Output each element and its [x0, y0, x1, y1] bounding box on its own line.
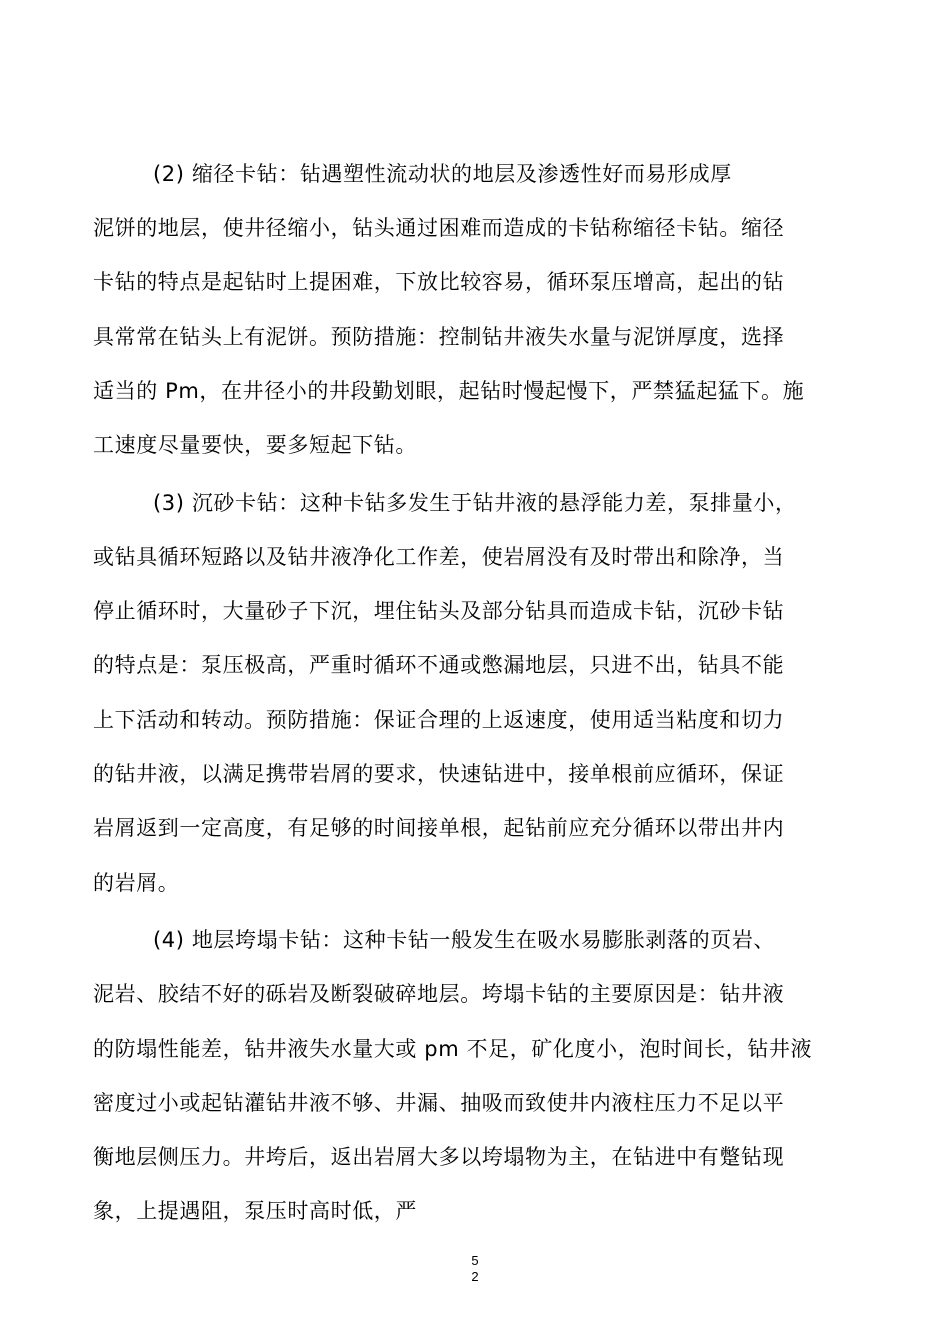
paragraph-4-line-2: 泥岩、胶结不好的砾岩及断裂破碎地层。垮塌卡钻的主要原因是：钻井液 — [93, 982, 785, 1006]
paragraph-2-line-2: 泥饼的地层，使井径缩小，钻头通过困难而造成的卡钻称缩径卡钻。缩径 — [93, 216, 785, 240]
paragraph-3-line-4: 的特点是：泵压极高，严重时循环不通或憋漏地层，只进不出，钻具不能 — [93, 653, 785, 677]
paragraph-3-line-5: 上下活动和转动。预防措施：保证合理的上返速度，使用适当粘度和切力 — [93, 708, 785, 732]
paragraph-3-line-2: 或钻具循环短路以及钻井液净化工作差，使岩屑没有及时带出和除净，当 — [93, 545, 785, 569]
paragraph-2-line-3: 卡钻的特点是起钻时上提困难，下放比较容易，循环泵压增高，起出的钻 — [93, 270, 785, 294]
paragraph-2-line-6: 工速度尽量要快，要多短起下钻。 — [93, 433, 417, 457]
paragraph-3-line-1: (3) 沉砂卡钻：这种卡钻多发生于钻井液的悬浮能力差，泵排量小， — [153, 491, 797, 515]
paragraph-2-line-1: (2) 缩径卡钻：钻遇塑性流动状的地层及渗透性好而易形成厚 — [153, 162, 732, 186]
paragraph-4-line-4: 密度过小或起钻灌钻井液不够、井漏、抽吸而致使井内液柱压力不足以平 — [93, 1091, 785, 1115]
paragraph-3-line-6: 的钻井液，以满足携带岩屑的要求，快速钻进中，接单根前应循环，保证 — [93, 762, 785, 786]
paragraph-4-line-6: 象，上提遇阻，泵压时高时低，严 — [93, 1199, 417, 1223]
page-number-bottom: 2 — [471, 1269, 479, 1284]
paragraph-3-line-8: 的岩屑。 — [93, 871, 180, 895]
paragraph-2-line-4: 具常常在钻头上有泥饼。预防措施：控制钻井液失水量与泥饼厚度，选择 — [93, 325, 785, 349]
paragraph-2-line-5: 适当的 Pm，在井径小的井段勤划眼，起钻时慢起慢下，严禁猛起猛下。施 — [93, 379, 805, 403]
paragraph-4-line-3: 的防塌性能差，钻井液失水量大或 pm 不足，矿化度小，泡时间长，钻井液 — [93, 1037, 813, 1061]
paragraph-3-line-3: 停止循环时，大量砂子下沉，埋住钻头及部分钻具而造成卡钻，沉砂卡钻 — [93, 599, 785, 623]
paragraph-4-line-5: 衡地层侧压力。井垮后，返出岩屑大多以垮塌物为主，在钻进中有蹩钻现 — [93, 1145, 785, 1169]
page-number-top: 5 — [471, 1253, 479, 1268]
paragraph-3-line-7: 岩屑返到一定高度，有足够的时间接单根，起钻前应充分循环以带出井内 — [93, 816, 785, 840]
paragraph-4-line-1: (4) 地层垮塌卡钻：这种卡钻一般发生在吸水易膨胀剥落的页岩、 — [153, 928, 776, 952]
